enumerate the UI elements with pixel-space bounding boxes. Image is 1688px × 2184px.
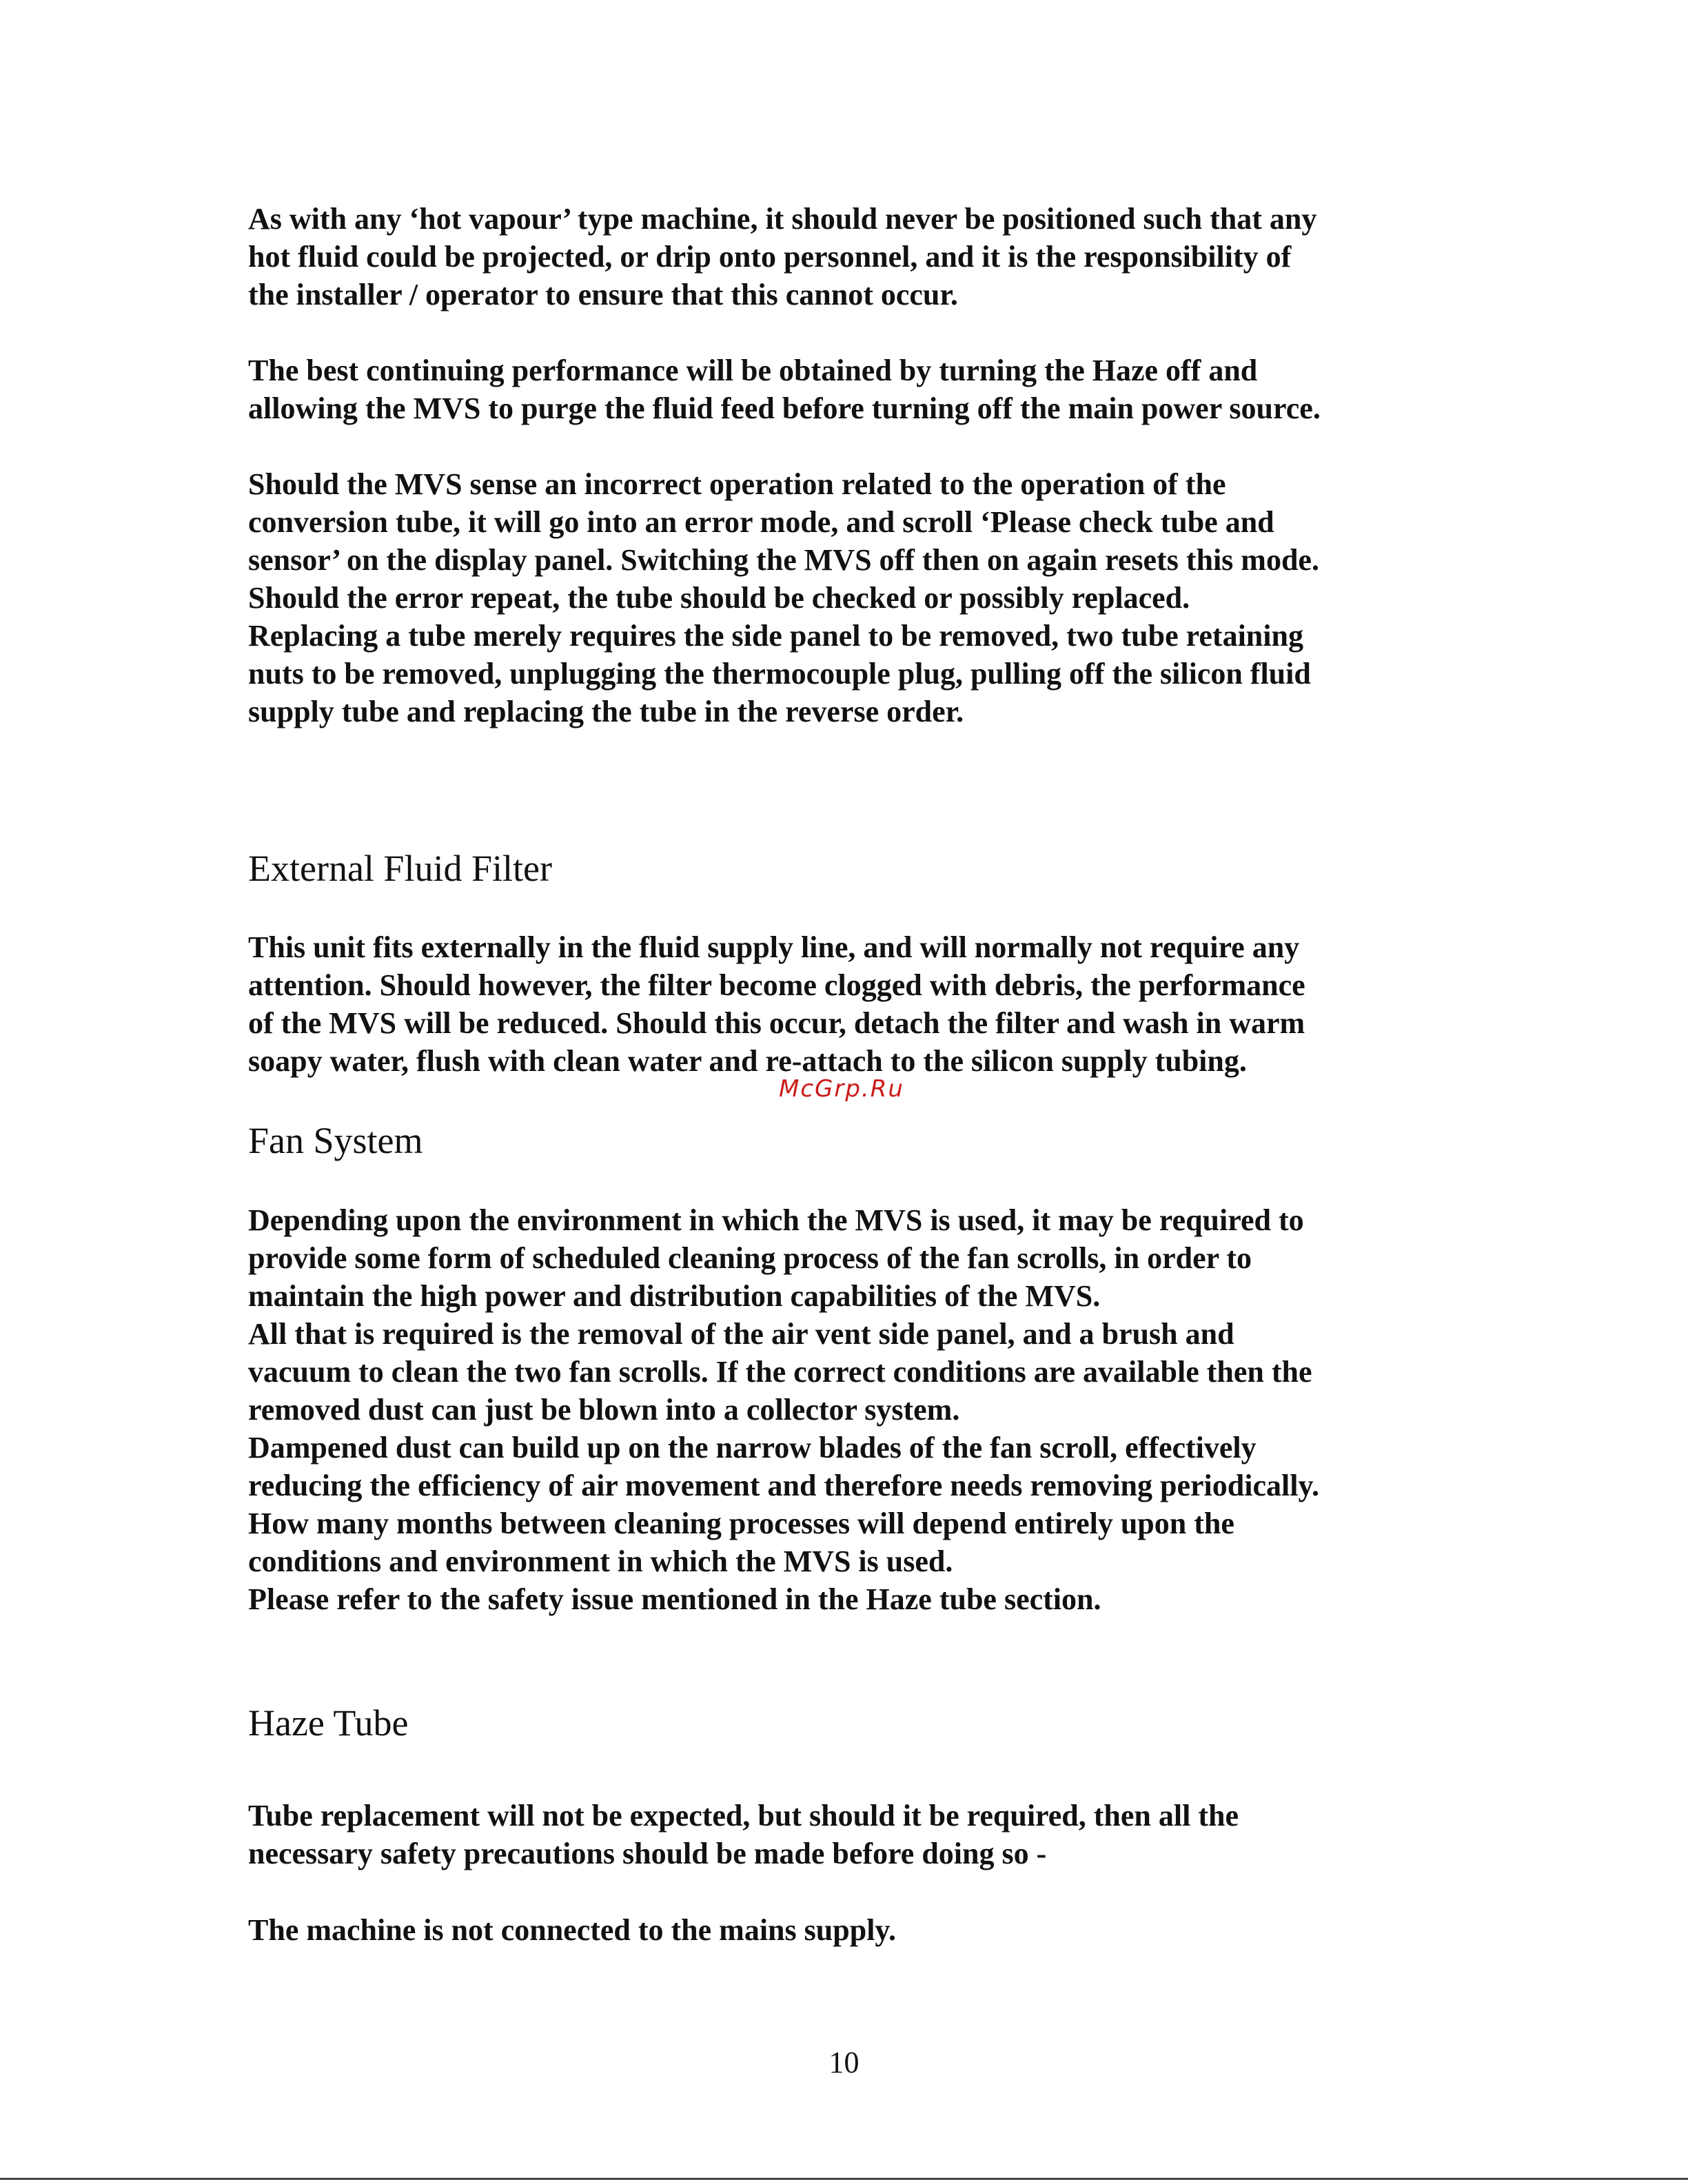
heading-fan-system: Fan System (248, 1120, 423, 1161)
watermark-text: McGrp.Ru (779, 1075, 904, 1103)
paragraph-haze-tube (248, 1797, 1434, 1872)
paragraph-line: supply tube and replacing the tube in the reverse order. (248, 695, 964, 728)
paragraph-fan-system (248, 1201, 1434, 1618)
paragraph-line: provide some form of scheduled cleaning process of the fan scrolls, in order to (248, 1241, 1252, 1275)
paragraph-line: necessary safety precautions should be made before doing so - (248, 1837, 1047, 1870)
heading-external-fluid-filter: External Fluid Filter (248, 848, 552, 889)
heading-haze-tube: Haze Tube (248, 1702, 409, 1744)
paragraph-error-mode (248, 465, 1434, 731)
paragraph-performance (248, 351, 1434, 427)
paragraph-line: As with any ‘hot vapour’ type machine, it should never be positioned such that any (248, 202, 1317, 236)
paragraph-line: conversion tube, it will go into an error mode, and scroll ‘Please check tube and (248, 505, 1274, 539)
paragraph-line: The best continuing performance will be obtained by turning the Haze off and (248, 354, 1258, 387)
paragraph-line: reducing the efficiency of air movement and therefore needs removing periodically. (248, 1469, 1320, 1502)
paragraph-line: maintain the high power and distribution capabilities of the MVS. (248, 1279, 1101, 1313)
paragraph-line: vacuum to clean the two fan scrolls. If the correct conditions are available then the (248, 1355, 1312, 1389)
paragraph-hot-vapour-warning (248, 200, 1434, 314)
paragraph-line: nuts to be removed, unplugging the thermocouple plug, pulling off the silicon fluid (248, 657, 1311, 691)
paragraph-line: the installer / operator to ensure that this cannot occur. (248, 278, 958, 312)
paragraph-line: Depending upon the environment in which the MVS is used, it may be required to (248, 1203, 1304, 1237)
paragraph-line: of the MVS will be reduced. Should this occur, detach the filter and wash in warm (248, 1006, 1305, 1040)
paragraph-line: How many months between cleaning processes will depend entirely upon the (248, 1507, 1234, 1540)
paragraph-external-fluid-filter (248, 928, 1434, 1080)
paragraph-line: All that is required is the removal of the air vent side panel, and a brush and (248, 1317, 1234, 1351)
paragraph-line: attention. Should however, the filter become clogged with debris, the performance (248, 968, 1305, 1002)
paragraph-line: soapy water, flush with clean water and re-attach to the silicon supply tubing. (248, 1044, 1247, 1078)
paragraph-line: allowing the MVS to purge the fluid feed before turning off the main power source. (248, 391, 1321, 425)
paragraph-line: Should the MVS sense an incorrect operation related to the operation of the (248, 467, 1226, 501)
page-number: 10 (828, 2045, 860, 2079)
paragraph-line: This unit fits externally in the fluid supply line, and will normally not require any (248, 930, 1300, 964)
paragraph-line: hot fluid could be projected, or drip onto personnel, and it is the responsibility of (248, 240, 1292, 274)
paragraph-line: Should the error repeat, the tube should be checked or possibly replaced. (248, 581, 1190, 615)
paragraph-line: removed dust can just be blown into a collector system. (248, 1393, 960, 1427)
paragraph-line: Replacing a tube merely requires the side panel to be removed, two tube retaining (248, 619, 1303, 653)
paragraph-line: Dampened dust can build up on the narrow blades of the fan scroll, effectively (248, 1431, 1257, 1464)
footer-divider (0, 2178, 1688, 2180)
paragraph-line: conditions and environment in which the MVS is used. (248, 1544, 953, 1578)
paragraph-line: Tube replacement will not be expected, but should it be required, then all the (248, 1799, 1239, 1833)
paragraph-line: The machine is not connected to the mains supply. (248, 1913, 896, 1947)
paragraph-line: sensor’ on the display panel. Switching the MVS off then on again resets this mode. (248, 543, 1319, 577)
paragraph-line: Please refer to the safety issue mentioned in the Haze tube section. (248, 1582, 1101, 1616)
paragraph-mains-supply-note (248, 1911, 1434, 1949)
